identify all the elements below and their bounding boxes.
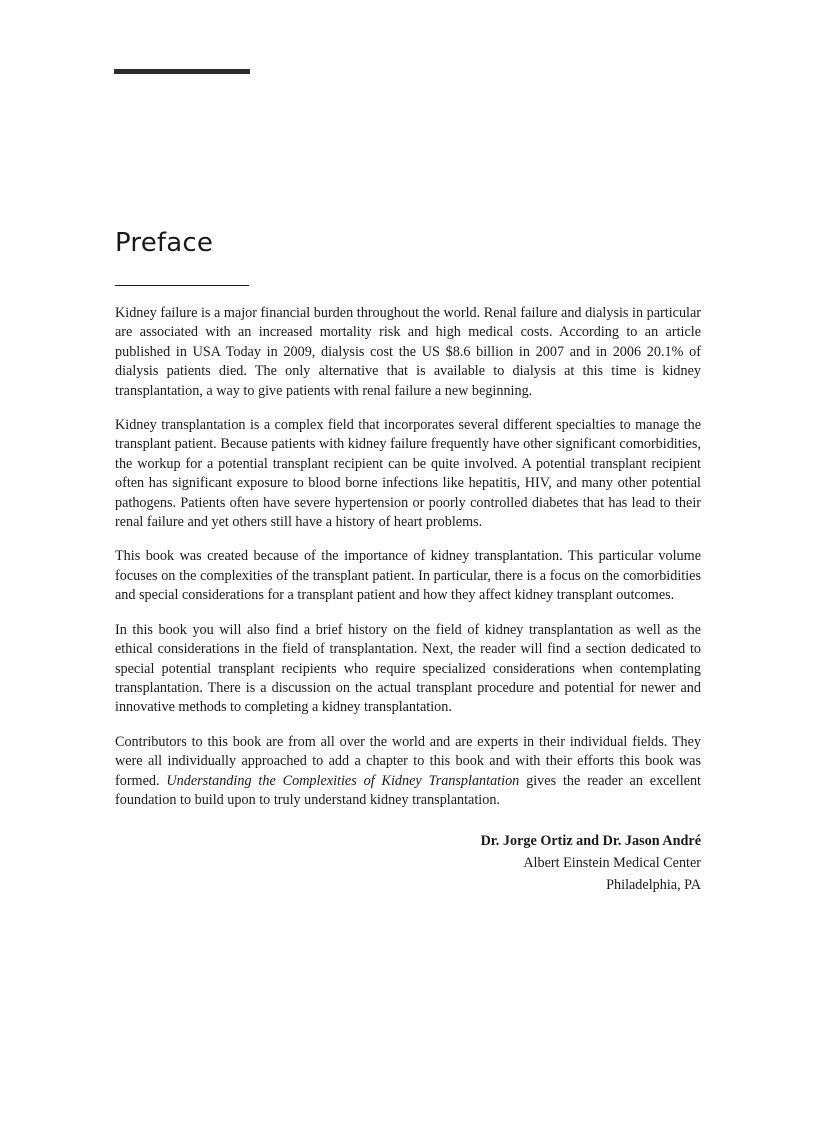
signature-institution: Albert Einstein Medical Center bbox=[523, 855, 701, 872]
book-title: Understanding the Complexities of Kidney Transplantation bbox=[166, 772, 520, 789]
title-underline bbox=[115, 285, 249, 286]
preface-body bbox=[115, 304, 701, 896]
paragraph-1: Kidney failure is a major financial burden throughout the world. Renal failure and dialysis in particular are associated with an increased mortality risk and high medical costs. According to an article published in USA Today in 2009, dialysis cost the US $8.6 billion in 2007 and in 2006 20.1% of dialysis patients died. The only alternative that is available to dialysis at this time is kidney transplantation, a way to give patients with renal failure a new beginning. bbox=[115, 305, 701, 399]
signature-location: Philadelphia, PA bbox=[606, 877, 701, 894]
paragraph-5 bbox=[115, 733, 701, 811]
paragraph-2: Kidney transplantation is a complex field that incorporates several different specialties to manage the transplant patient. Because patients with kidney failure frequently have other significant comorbidities, the workup for a potential transplant recipient can be quite involved. A potential transplant recipient often has significant exposure to blood borne infections like hepatitis, HIV, and many other potential pathogens. Patients often have severe hypertension or poorly controlled diabetes that has lead to their renal failure and yet others still have a history of heart problems. bbox=[115, 417, 701, 531]
signature-authors: Dr. Jorge Ortiz and Dr. Jason André bbox=[480, 833, 701, 850]
signature-block bbox=[115, 830, 701, 896]
paragraph-5-start: Contributors to this book are from all over the world and are experts in their individual fields. They were all individually approached to add a chapter to this book and with their efforts this book was formed. bbox=[115, 733, 701, 789]
page-title: Preface bbox=[115, 228, 214, 258]
paragraph-4: In this book you will also find a brief history on the field of kidney transplantation as well as the ethical considerations in the field of transplantation. Next, the reader will find a section dedicated to special potential transplant recipients who require specialized considerations when contemplating transplantation. There is a discussion on the actual transplant procedure and potential for newer and innovative methods to completing a kidney transplantation. bbox=[115, 621, 701, 716]
paragraph-3: This book was created because of the importance of kidney transplantation. This particular volume focuses on the complexities of the transplant patient. In particular, there is a focus on the comorbidities and special considerations for a transplant patient and how they affect kidney transplant outcomes. bbox=[115, 548, 701, 604]
paragraph-5-end: gives the reader an excellent foundation to build upon to truly understand kidney transplantation. bbox=[115, 772, 701, 808]
header-rule bbox=[114, 69, 250, 74]
